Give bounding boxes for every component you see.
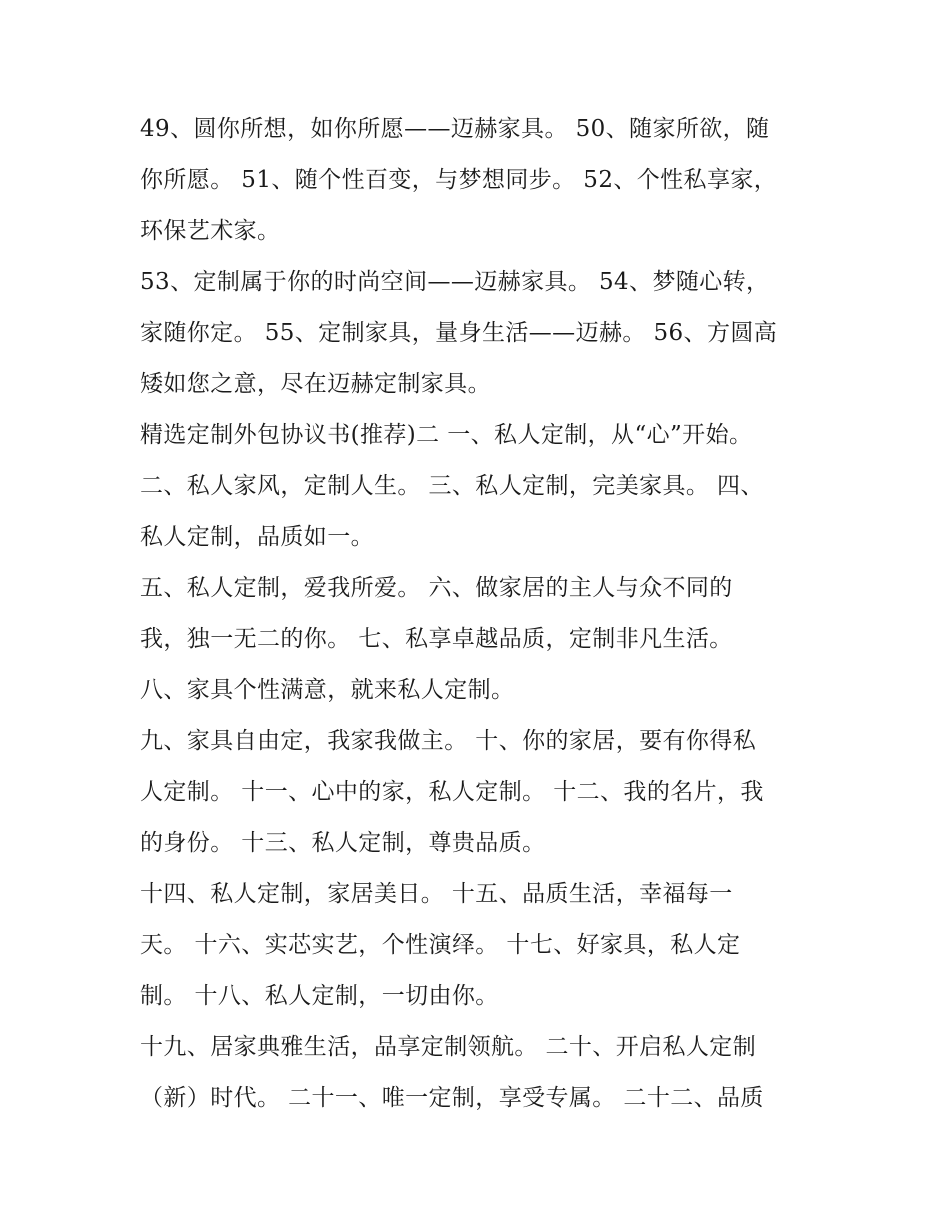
text-line: 53、定制属于你的时尚空间——迈赫家具。 54、梦随心转，: [140, 269, 770, 295]
text-line: 五、私人定制，爱我所爱。 六、做家居的主人与众不同的: [140, 575, 733, 601]
text-line: （新）时代。 二十一、唯一定制，享受专属。 二十二、品质: [140, 1085, 764, 1111]
text-line: 我，独一无二的你。 七、私享卓越品质，定制非凡生活。: [140, 626, 733, 652]
text-line: 环保艺术家。: [140, 218, 281, 244]
text-line: 十四、私人定制，家居美日。 十五、品质生活，幸福每一: [140, 881, 733, 907]
text-line: 精选定制外包协议书(推荐)二 一、私人定制，从“心”开始。: [140, 422, 753, 448]
text-line: 的身份。 十三、私人定制，尊贵品质。: [140, 830, 546, 856]
text-line: 十九、居家典雅生活，品享定制领航。 二十、开启私人定制: [140, 1034, 757, 1060]
text-line: 天。 十六、实芯实艺，个性演绎。 十七、好家具，私人定: [140, 932, 741, 958]
document-body: [140, 104, 808, 1124]
text-line: 九、家具自由定，我家我做主。 十、你的家居，要有你得私: [140, 728, 757, 754]
text-line: 你所愿。 51、随个性百变，与梦想同步。 52、个性私享家，: [140, 167, 778, 193]
text-line: 八、家具个性满意，就来私人定制。: [140, 677, 515, 703]
text-line: 人定制。 十一、心中的家，私人定制。 十二、我的名片，我: [140, 779, 764, 805]
text-line: 49、圆你所想，如你所愿——迈赫家具。 50、随家所欲，随: [140, 116, 770, 142]
text-line: 制。 十八、私人定制，一切由你。: [140, 983, 499, 1009]
text-line: 矮如您之意，尽在迈赫定制家具。: [140, 371, 491, 397]
text-line: 私人定制，品质如一。: [140, 524, 374, 550]
text-line: 家随你定。 55、定制家具，量身生活——迈赫。 56、方圆高: [140, 320, 778, 346]
text-line: 二、私人家风，定制人生。 三、私人定制，完美家具。 四、: [140, 473, 764, 499]
